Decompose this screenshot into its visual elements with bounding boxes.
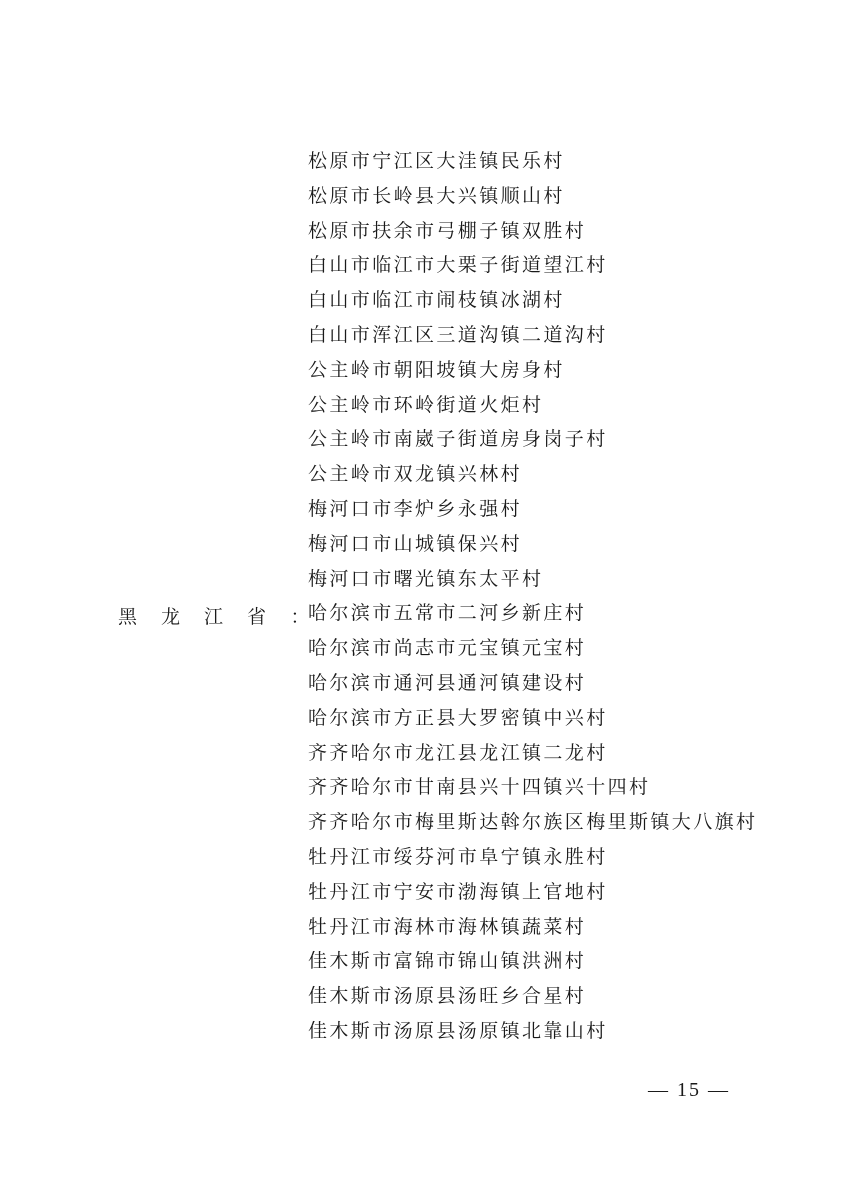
province-char: 龙 [161, 606, 181, 628]
list-item: 公主岭市环岭街道火炬村 [308, 393, 544, 416]
list-item: 齐齐哈尔市龙江县龙江镇二龙村 [308, 741, 608, 764]
province-label [118, 601, 310, 633]
list-item: 公主岭市双龙镇兴林村 [308, 463, 523, 486]
list-item: 白山市临江市闹枝镇冰湖村 [308, 289, 565, 312]
list-item: 松原市宁江区大洼镇民乐村 [308, 150, 565, 172]
list-item: 齐齐哈尔市甘南县兴十四镇兴十四村 [308, 776, 651, 799]
list-item: 哈尔滨市尚志市元宝镇元宝村 [308, 637, 587, 660]
list-item: 牡丹江市宁安市渤海镇上官地村 [308, 880, 608, 903]
list-item: 公主岭市朝阳坡镇大房身村 [308, 358, 565, 381]
province-colon: ： [290, 606, 310, 628]
list-item: 牡丹江市绥芬河市阜宁镇永胜村 [308, 845, 608, 868]
list-item: 佳木斯市富锦市锦山镇洪洲村 [308, 950, 587, 973]
province-char: 黑 [118, 606, 138, 628]
list-item: 哈尔滨市通河县通河镇建设村 [308, 671, 587, 694]
list-item: 松原市扶余市弓棚子镇双胜村 [308, 219, 587, 242]
list-item: 白山市临江市大栗子街道望江村 [308, 254, 608, 277]
list-item: 牡丹江市海林市海林镇蔬菜村 [308, 915, 587, 938]
list-item: 梅河口市山城镇保兴村 [308, 532, 523, 555]
list-item: 白山市浑江区三道沟镇二道沟村 [308, 323, 608, 346]
list-item: 松原市长岭县大兴镇顺山村 [308, 184, 565, 207]
list-item: 哈尔滨市方正县大罗密镇中兴村 [308, 706, 608, 729]
page-number: — 15 — [648, 1079, 730, 1101]
list-item: 齐齐哈尔市梅里斯达斡尔族区梅里斯镇大八旗村 [308, 811, 758, 834]
list-item: 梅河口市李炉乡永强村 [308, 497, 523, 520]
list-item: 梅河口市曙光镇东太平村 [308, 567, 544, 590]
province-char: 省 [247, 606, 267, 628]
village-list [308, 144, 757, 1049]
province-char: 江 [204, 606, 224, 628]
list-item: 哈尔滨市五常市二河乡新庄村 [308, 602, 587, 625]
list-item: 公主岭市南崴子街道房身岗子村 [308, 428, 608, 451]
list-item: 佳木斯市汤原县汤原镇北靠山村 [308, 1019, 608, 1042]
list-item: 佳木斯市汤原县汤旺乡合星村 [308, 985, 587, 1008]
